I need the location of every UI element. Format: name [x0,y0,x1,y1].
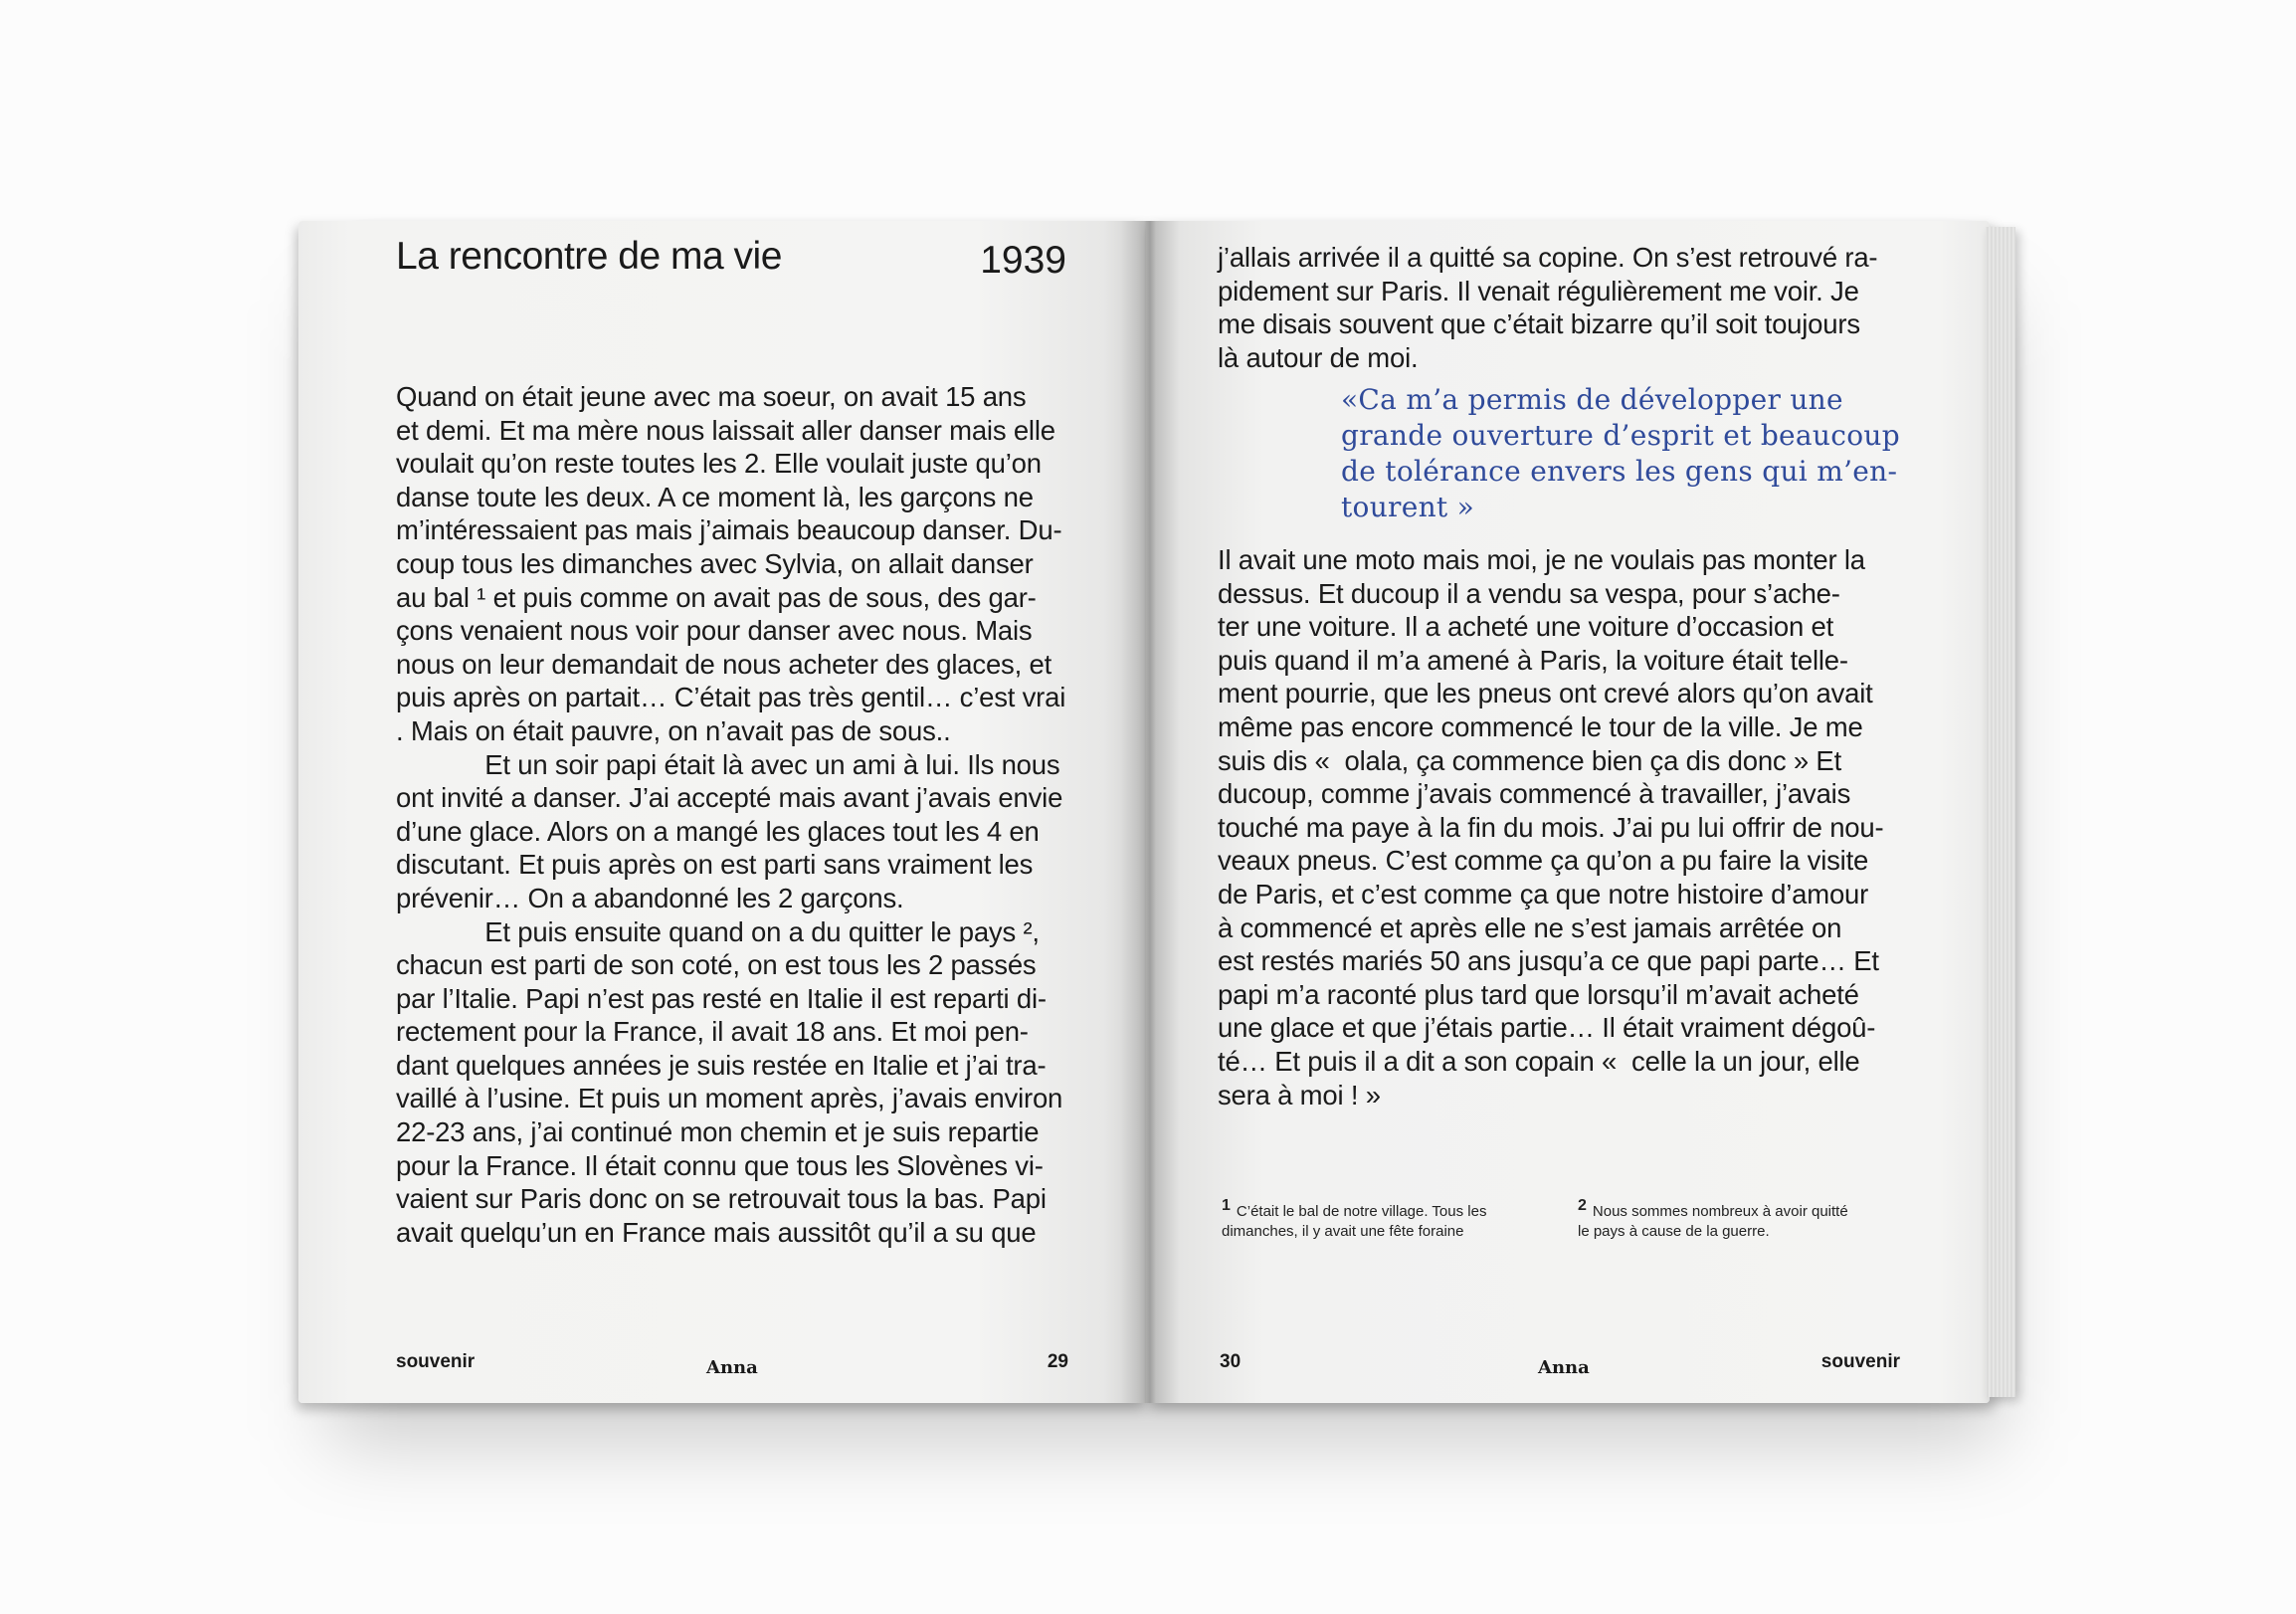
folio-author-left: Anna [706,1357,758,1378]
left-body-line: dant quelques années je suis restée en Italie et j’ai tra- [396,1049,1047,1081]
book-spine [1120,221,1180,1403]
footnote-1 [1222,1196,1486,1242]
right-body-top-line: me disais souvent que c’était bizarre qu’il soit toujours [1218,308,1860,340]
page-block-edge [1986,227,2015,1397]
right-body-bottom-line: dessus. Et ducoup il a vendu sa vespa, pour s’ache- [1218,577,1840,609]
right-body-bottom-line: touché ma paye à la fin du mois. J’ai pu lui offrir de nou- [1218,811,1884,843]
footnote-2 [1578,1196,1848,1242]
left-body-line: 22-23 ans, j’ai continué mon chemin et je suis repartie [396,1116,1040,1148]
right-body-bottom-line: une glace et que j’étais partie… Il était vraiment dégoû- [1218,1012,1876,1044]
chapter-year: 1939 [980,239,1066,282]
left-body-line: avait quelqu’un en France mais aussitôt qu’il a su que [396,1216,1037,1248]
right-page [1146,221,1990,1403]
footnote-1-number: 1 [1222,1197,1231,1214]
right-body-bottom-line: ment pourrie, que les pneus ont crevé alors qu’on avait [1218,678,1873,709]
right-body-top-line: là autour de moi. [1218,341,1419,373]
footnote-1-line-2: dimanches, il y avait une fête foraine [1222,1223,1464,1240]
right-body-bottom-line: suis dis « olala, ça commence bien ça dis donc » Et [1218,744,1842,776]
left-body-line: d’une glace. Alors on a mangé les glaces tout les 4 en [396,815,1040,847]
left-body-line: pour la France. Il était connu que tous les Slovènes vi- [396,1149,1044,1181]
folio-section-right: souvenir [1820,1351,1900,1372]
right-body-bottom-line: Il avait une moto mais moi, je ne voulais pas monter la [1218,544,1865,575]
right-body-bottom-line: ter une voiture. Il a acheté une voiture d’occasion et [1218,611,1834,643]
pull-quote-line: grande ouverture d’esprit et beaucoup [1341,419,1900,452]
pull-quote-line: de tolérance envers les gens qui m’en- [1341,455,1898,488]
left-body-line: Et puis ensuite quand on a du quitter le pays ², [396,915,1040,947]
left-body-line: m’intéressaient pas mais j’aimais beaucoup danser. Du- [396,514,1062,546]
left-body-line: ont invité a danser. J’ai accepté mais avant j’avais envie [396,782,1063,814]
left-body-line: nous on leur demandait de nous acheter des glaces, et [396,648,1052,680]
left-body-line: voulait qu’on reste toutes les 2. Elle voulait juste qu’on [396,448,1042,480]
page-number-right: 30 [1220,1351,1242,1372]
right-body-bottom-line: puis quand il m’a amené à Paris, la voiture était telle- [1218,644,1848,676]
left-body-line: Et un soir papi était là avec un ami à lui. Ils nous [396,748,1060,780]
left-body-line: coup tous les dimanches avec Sylvia, on allait danser [396,547,1034,579]
footnote-2-line-1: Nous sommes nombreux à avoir quitté [1592,1203,1848,1220]
left-body-line: vaillé à l’usine. Et puis un moment après, j’avais environ [396,1083,1063,1114]
right-body-bottom-line: à commencé et après elle ne s’est jamais arrêtée on [1218,911,1842,943]
left-body-line: prévenir… On a abandonné les 2 garçons. [396,882,904,913]
left-body-line: au bal ¹ et puis comme on avait pas de sous, des gar- [396,581,1037,613]
left-body-line: çons venaient nous voir pour danser avec nous. Mais [396,615,1033,647]
right-body-bottom-line: sera à moi ! » [1218,1079,1381,1110]
right-body-bottom-line: veaux pneus. C’est comme ça qu’on a pu faire la visite [1218,845,1869,877]
right-body-top-line: j’allais arrivée il a quitté sa copine. On s’est retrouvé ra- [1218,242,1878,273]
pull-quote [1341,382,1900,525]
left-body-line: vaient sur Paris donc on se retrouvait tous la bas. Papi [396,1183,1047,1215]
footnote-2-number: 2 [1578,1197,1587,1214]
left-page [298,221,1146,1403]
right-body-top-line: pidement sur Paris. Il venait régulièrement me voir. Je [1218,275,1859,306]
right-body-bottom-line: de Paris, et c’est comme ça que notre histoire d’amour [1218,878,1869,909]
right-body-bottom-line: papi m’a raconté plus tard que lorsqu’il m’avait acheté [1218,978,1859,1010]
folio-author-right: Anna [1538,1357,1590,1378]
left-body-line: danse toute les deux. A ce moment là, les garçons ne [396,481,1034,512]
right-body-bottom-line: est restés mariés 50 ans jusqu’a ce que papi parte… Et [1218,945,1879,977]
left-body-line: discutant. Et puis après on est parti sans vraiment les [396,849,1034,881]
left-body-line: par l’Italie. Papi n’est pas resté en Italie il est reparti di- [396,982,1047,1014]
footnote-2-line-2: le pays à cause de la guerre. [1578,1223,1770,1240]
folio-section-left: souvenir [396,1351,476,1372]
left-body-line: Quand on était jeune avec ma soeur, on avait 15 ans [396,381,1027,412]
right-body-bottom-line: té… Et puis il a dit a son copain « celle la un jour, elle [1218,1045,1860,1077]
pull-quote-line: «Ca m’a permis de développer une [1341,383,1843,416]
left-body-line: chacun est parti de son coté, on est tous les 2 passés [396,949,1037,981]
right-body-text-bottom [1218,543,1914,1111]
left-body-text [396,380,1072,1249]
right-body-bottom-line: même pas encore commencé le tour de la ville. Je me [1218,710,1863,742]
left-body-line: puis après on partait… C’était pas très gentil… c’est vrai [396,682,1066,713]
right-body-bottom-line: ducoup, comme j’avais commencé à travailler, j’avais [1218,778,1851,810]
right-body-text-top [1218,241,1914,374]
page-number-left: 29 [1047,1351,1068,1372]
pull-quote-line: tourent » [1341,491,1475,523]
footnote-1-line-1: C’était le bal de notre village. Tous les [1236,1203,1487,1220]
chapter-title: La rencontre de ma vie [396,235,782,278]
left-body-line: rectement pour la France, il avait 18 ans. Et moi pen- [396,1016,1029,1048]
left-body-line: et demi. Et ma mère nous laissait aller danser mais elle [396,414,1055,446]
left-body-line: . Mais on était pauvre, on n’avait pas de sous.. [396,714,951,746]
